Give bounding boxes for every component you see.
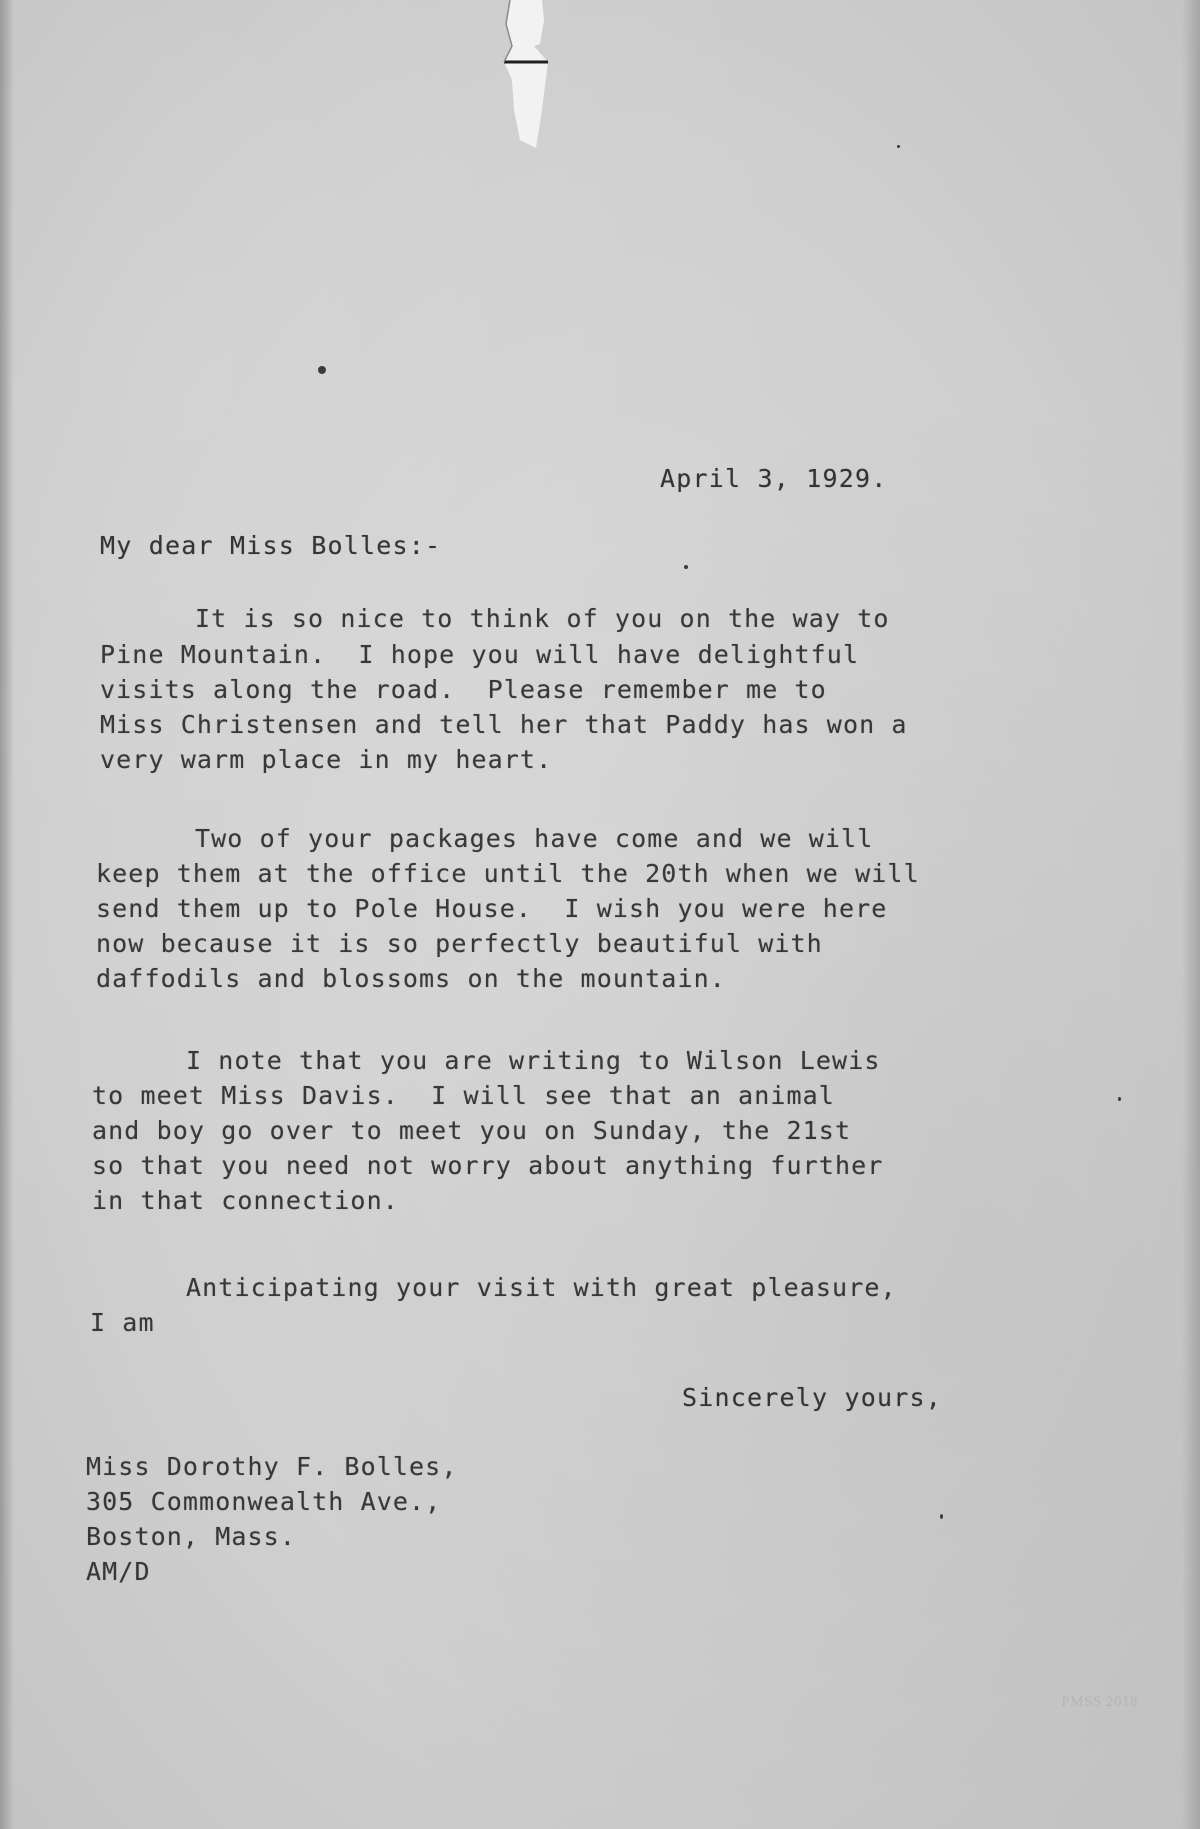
letter-salutation: My dear Miss Bolles:- [100, 531, 442, 560]
paragraph-1-line: visits along the road. Please remember me to [100, 675, 827, 704]
paragraph-2-line: Two of your packages have come and we will [195, 824, 874, 853]
paragraph-1-line: It is so nice to think of you on the way to [195, 604, 890, 633]
recipient-address-line: 305 Commonwealth Ave., [86, 1487, 442, 1516]
torn-hole [490, 0, 556, 150]
paragraph-1-line: Miss Christensen and tell her that Paddy has won a [100, 710, 908, 739]
paragraph-3-line: so that you need not worry about anything further [92, 1151, 884, 1180]
paragraph-3-line: and boy go over to meet you on Sunday, the 21st [92, 1116, 852, 1145]
paragraph-2-line: now because it is so perfectly beautiful with [96, 929, 823, 958]
paragraph-3-line: I note that you are writing to Wilson Lewis [186, 1046, 881, 1075]
recipient-address-line: Boston, Mass. [86, 1522, 296, 1551]
paper-speck [940, 1514, 943, 1519]
reference-initials: AM/D [86, 1557, 151, 1586]
paragraph-3-line: in that connection. [92, 1186, 399, 1215]
paragraph-1-line: Pine Mountain. I hope you will have delightful [100, 640, 860, 669]
archive-watermark: PMSS 2018 [1061, 1694, 1138, 1710]
paper-speck [318, 366, 326, 374]
paragraph-2-line: send them up to Pole House. I wish you were here [96, 894, 888, 923]
paragraph-3-line: to meet Miss Davis. I will see that an animal [92, 1081, 835, 1110]
recipient-address-line: Miss Dorothy F. Bolles, [86, 1452, 458, 1481]
paper-speck [684, 565, 688, 569]
paper-speck [1118, 1097, 1121, 1101]
paragraph-4-line: Anticipating your visit with great pleasure, [186, 1273, 897, 1302]
paragraph-4-line: I am [90, 1308, 155, 1337]
paragraph-2-line: daffodils and blossoms on the mountain. [96, 964, 726, 993]
paragraph-2-line: keep them at the office until the 20th when we will [96, 859, 920, 888]
letter-date: April 3, 1929. [660, 464, 888, 493]
letter-closing: Sincerely yours, [682, 1383, 943, 1412]
paragraph-1-line: very warm place in my heart. [100, 745, 553, 774]
paper-speck [897, 145, 900, 148]
page-edge-right [1182, 0, 1200, 1829]
page-edge-left [0, 0, 14, 1829]
